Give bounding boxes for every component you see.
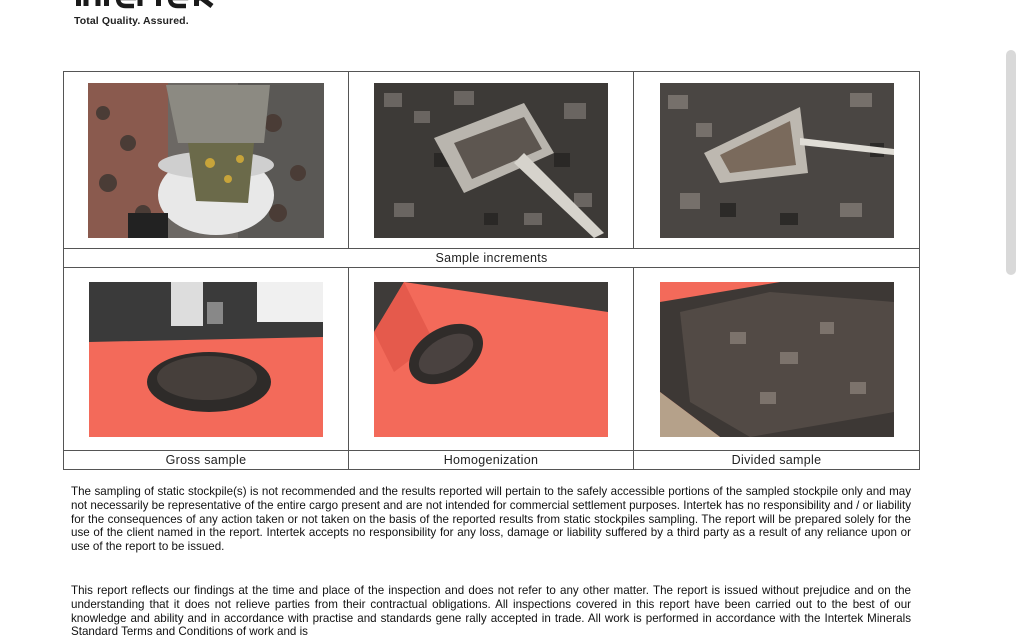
scoop-on-ore-photo xyxy=(374,83,608,238)
scrollbar-thumb[interactable] xyxy=(1006,50,1016,275)
caption-homogenization: Homogenization xyxy=(349,451,634,470)
bucket-scoop-photo xyxy=(88,83,324,238)
disclaimer-paragraph-report-findings: This report reflects our findings at the time and place of the inspection and does not refer to any other matter. The report is issued without prejudice and on the understanding that it does not relieve parties from their contractual obligations. All inspections covered in this report have been carried out to the best of our knowledge and ability and in accordance with practise and standards gene rally accepted in trade. All work is performed in accordance with the Intertek Minerals Standard Terms and Conditions of work and is xyxy=(71,584,911,639)
photo-cell xyxy=(634,268,920,451)
gross-sample-photo xyxy=(89,282,323,437)
divided-sample-photo xyxy=(660,282,894,437)
brand-tagline: Total Quality. Assured. xyxy=(74,15,189,27)
photo-cell xyxy=(349,268,634,451)
photo-cell xyxy=(64,72,349,249)
photo-cell xyxy=(634,72,920,249)
homogenization-photo xyxy=(374,282,608,437)
photo-cell xyxy=(64,268,349,451)
intertek-logo xyxy=(74,0,244,10)
sampling-photo-table xyxy=(63,71,920,470)
photo-cell xyxy=(349,72,634,249)
caption-gross-sample: Gross sample xyxy=(64,451,349,470)
caption-sample-increments: Sample increments xyxy=(64,249,920,268)
scoop-on-ore-photo-2 xyxy=(660,83,894,238)
disclaimer-paragraph-static-stockpile: The sampling of static stockpile(s) is not recommended and the results reported will pertain to the safely accessible portions of the sampled stockpile only and may not necessarily be representative of the entire cargo present and are not intended for commercial settlement purposes. Intertek has no responsibility and / or liability for the consequences of any action taken or not taken on the basis of the reported results from static stockpiles sampling. The report will be prepared solely for the use of the client named in the report. Intertek accepts no responsibility for any loss, damage or liability suffered by a third party as a result of any reliance upon or use of the report to be issued. xyxy=(71,485,911,554)
caption-divided-sample: Divided sample xyxy=(634,451,920,470)
